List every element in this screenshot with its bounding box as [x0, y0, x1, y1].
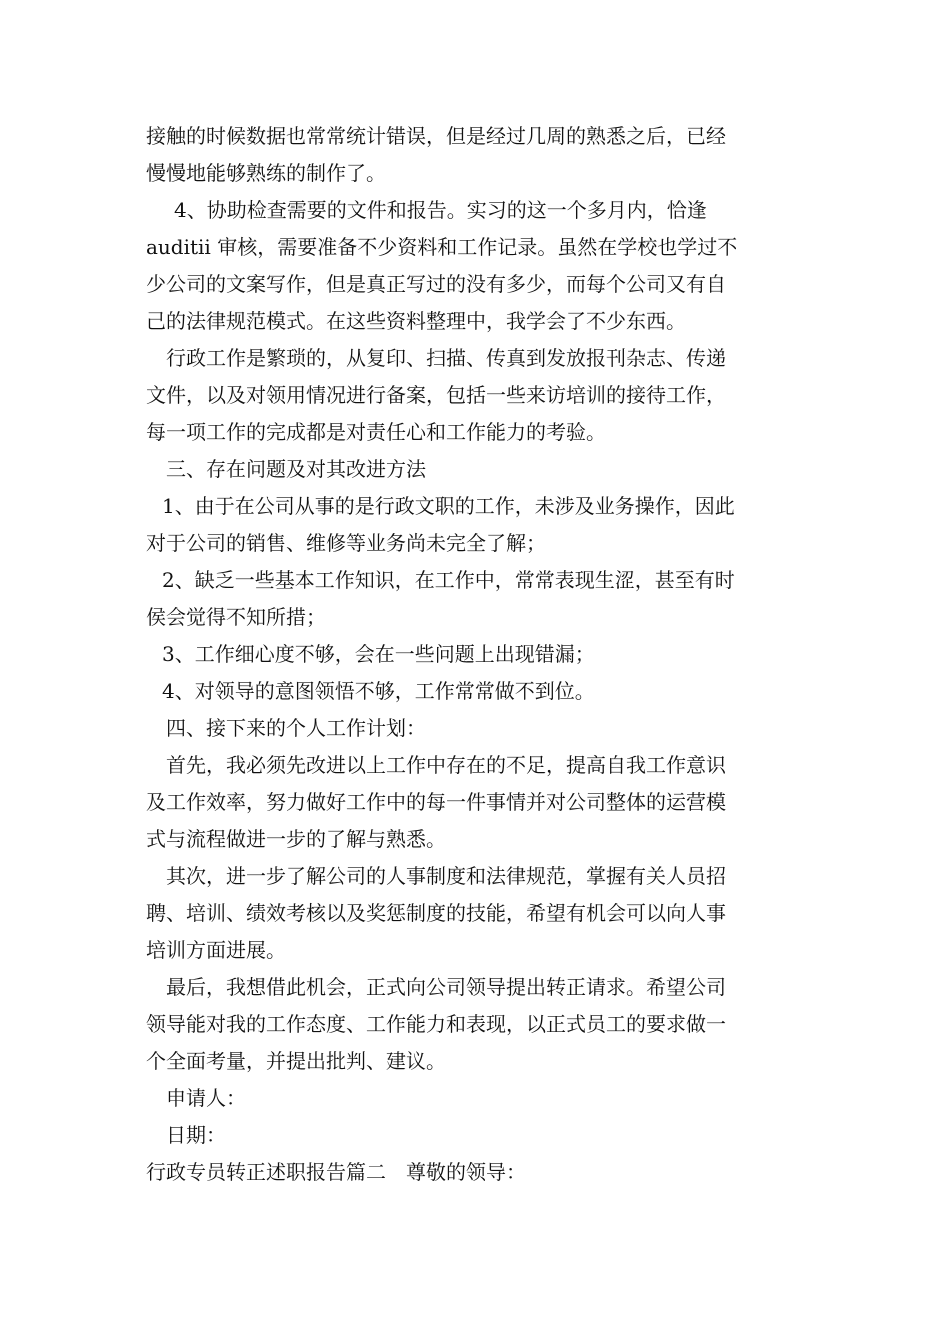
section-heading: 三、存在问题及对其改进方法: [166, 457, 426, 481]
text-line: 1、由于在公司从事的是行政文职的工作，未涉及业务操作，因此: [162, 494, 735, 518]
text-line: 对于公司的销售、维修等业务尚未完全了解；: [146, 531, 546, 555]
document-body: [146, 118, 810, 1191]
applicant-label: 申请人：: [166, 1086, 246, 1110]
text-line: 及工作效率，努力做好工作中的每一件事情并对公司整体的运营模: [146, 790, 726, 814]
text-line: 个全面考量，并提出批判、建议。: [146, 1049, 446, 1073]
text-line: 聘、培训、绩效考核以及奖惩制度的技能，希望有机会可以向人事: [146, 901, 726, 925]
text-line: 己的法律规范模式。在这些资料整理中，我学会了不少东西。: [146, 309, 686, 333]
text-line: auditⅱ 审核，需要准备不少资料和工作记录。虽然在学校也学过不: [146, 235, 738, 259]
text-line: 接触的时候数据也常常统计错误，但是经过几周的熟悉之后，已经: [146, 124, 726, 148]
text-line: 2、缺乏一些基本工作知识，在工作中，常常表现生涩，甚至有时: [162, 568, 735, 592]
text-line: 慢慢地能够熟练的制作了。: [146, 161, 386, 185]
text-line: 每一项工作的完成都是对责任心和工作能力的考验。: [146, 420, 606, 444]
text-line: 培训方面进展。: [146, 938, 286, 962]
text-line: 3、工作细心度不够，会在一些问题上出现错漏；: [162, 642, 595, 666]
text-line: 行政工作是繁琐的，从复印、扫描、传真到发放报刊杂志、传递: [166, 346, 726, 370]
section-heading: 四、接下来的个人工作计划：: [166, 716, 426, 740]
text-line: 领导能对我的工作态度、工作能力和表现，以正式员工的要求做一: [146, 1012, 726, 1036]
text-line: 其次，进一步了解公司的人事制度和法律规范，掌握有关人员招: [166, 864, 726, 888]
text-line: 4、对领导的意图领悟不够，工作常常做不到位。: [162, 679, 595, 703]
text-line: 式与流程做进一步的了解与熟悉。: [146, 827, 446, 851]
text-line: 少公司的文案写作，但是真正写过的没有多少，而每个公司又有自: [146, 272, 726, 296]
text-line: 侯会觉得不知所措；: [146, 605, 326, 629]
text-line: 首先，我必须先改进以上工作中存在的不足，提高自我工作意识: [166, 753, 726, 777]
date-label: 日期：: [166, 1123, 226, 1147]
text-line: 最后，我想借此机会，正式向公司领导提出转正请求。希望公司: [166, 975, 726, 999]
next-report-heading: 行政专员转正述职报告篇二 尊敬的领导：: [146, 1160, 526, 1184]
text-line: 4、协助检查需要的文件和报告。实习的这一个多月内，恰逢: [174, 198, 707, 222]
text-line: 文件，以及对领用情况进行备案，包括一些来访培训的接待工作，: [146, 383, 726, 407]
